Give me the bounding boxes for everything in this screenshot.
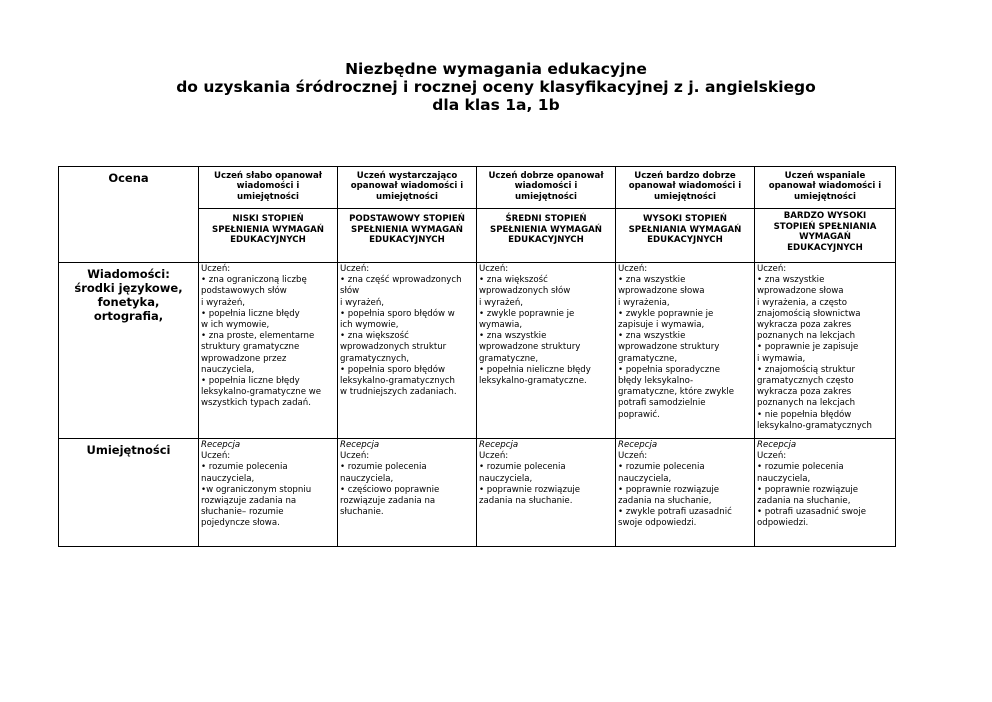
title-line: Niezbędne wymagania edukacyjne	[345, 60, 647, 78]
cell-line: • nie popełnia błędów	[757, 409, 852, 420]
cell-line: wprowadzone słowa	[757, 286, 844, 297]
cell-line: • potrafi uzasadnić swoje	[757, 507, 866, 518]
grade-header-cell: Uczeń słabo opanował wiadomości i umiejętności	[199, 167, 338, 209]
cell-line: i wyrażenia,	[618, 297, 670, 308]
cell-line: • rozumie polecenia	[757, 462, 844, 473]
cell-line: • rozumie polecenia	[479, 462, 566, 473]
cell-line: zapisuje i wymawia,	[618, 320, 705, 331]
grade-header-cell: Uczeń bardzo dobrze opanował wiadomości i umiejętności	[616, 167, 755, 209]
cell-line: poznanych na lekcjach	[757, 398, 856, 409]
cell-line: Uczeń:	[340, 451, 370, 462]
cell-line: Recepcja	[618, 440, 658, 450]
cell-line: Uczeń:	[201, 264, 231, 274]
cell-line: • zna większość	[340, 331, 409, 342]
cell-line: • poprawnie rozwiązuje	[757, 484, 859, 495]
level-header-cell: BARDZO WYSOKI STOPIEŃ SPEŁNIANIA WYMAGAŃ EDUKACYJNYCH	[755, 209, 896, 263]
skills-cell	[755, 439, 896, 547]
skills-row	[59, 439, 896, 547]
cell-line: gramatycznych,	[340, 353, 410, 364]
cell-line: nauczyciela,	[201, 473, 255, 484]
cell-line: struktury gramatyczne	[201, 342, 300, 353]
cell-line: słów	[340, 286, 360, 297]
cell-line: • popełnia sporo błędów	[340, 364, 445, 375]
knowledge-row	[59, 263, 896, 439]
cell-line: wprowadzonych struktur	[340, 342, 447, 353]
level-header-cell: WYSOKI STOPIEŃ SPEŁNIANIA WYMAGAŃ EDUKACYJNYCH	[616, 209, 755, 263]
cell-line: • zna wszystkie	[618, 275, 686, 286]
cell-line: •w ograniczonym stopniu	[201, 484, 312, 495]
cell-line: • poprawnie je zapisuje	[757, 342, 859, 353]
cell-line: • popełnia liczne błędy	[201, 376, 300, 387]
requirements-table	[58, 166, 896, 547]
cell-line: leksykalno-gramatyczne we	[201, 387, 322, 398]
cell-line: w ich wymowie,	[201, 320, 270, 331]
skills-cell	[477, 439, 616, 547]
cell-line: wykracza poza zakres	[757, 320, 852, 331]
cell-line: • zwykle poprawnie je	[618, 308, 714, 319]
cell-line: wszystkich typach zadań.	[201, 398, 311, 409]
row-label-knowledge: Wiadomości: środki językowe, fonetyka, ortografia,	[59, 263, 199, 439]
cell-line: i wyrażeń,	[340, 297, 385, 308]
cell-line: gramatyczne,	[618, 353, 678, 364]
knowledge-cell	[199, 263, 338, 439]
knowledge-cell	[338, 263, 477, 439]
cell-line: • zna ograniczoną liczbę	[201, 275, 307, 286]
cell-line: wprowadzone słowa	[618, 286, 705, 297]
cell-line: • poprawnie rozwiązuje	[479, 484, 581, 495]
cell-line: • zwykle potrafi uzasadnić	[618, 507, 732, 518]
cell-line: odpowiedzi.	[757, 518, 809, 529]
cell-line: Uczeń:	[757, 264, 787, 274]
cell-line: • rozumie polecenia	[201, 462, 288, 473]
cell-line: wymawia,	[479, 320, 523, 331]
cell-line: rozwiązuje zadania na	[201, 496, 297, 507]
cell-line: Uczeń:	[340, 264, 370, 274]
cell-line: leksykalno-gramatyczne.	[479, 376, 587, 387]
cell-line: nauczyciela,	[340, 473, 394, 484]
cell-line: i wyrażeń,	[201, 297, 246, 308]
knowledge-cell	[755, 263, 896, 439]
cell-line: wprowadzone przez	[201, 353, 287, 364]
cell-line: podstawowych słów	[201, 286, 287, 297]
grade-header-cell: Uczeń dobrze opanował wiadomości i umiejętności	[477, 167, 616, 209]
cell-line: • rozumie polecenia	[340, 462, 427, 473]
cell-line: nauczyciela,	[757, 473, 811, 484]
cell-line: słuchanie– rozumie	[201, 507, 284, 518]
cell-line: wprowadzone struktury	[618, 342, 720, 353]
cell-line: • rozumie polecenia	[618, 462, 705, 473]
cell-line: wprowadzone struktury	[479, 342, 581, 353]
cell-line: poprawić.	[618, 409, 660, 420]
grade-header-cell: Uczeń wspaniale opanował wiadomości i umiejętności	[755, 167, 896, 209]
cell-line: rozwiązuje zadania na	[340, 496, 436, 507]
cell-line: ich wymowie,	[340, 320, 399, 331]
cell-line: nauczyciela,	[479, 473, 533, 484]
level-header-cell: PODSTAWOWY STOPIEŃ SPEŁNIENIA WYMAGAŃ EDUKACYJNYCH	[338, 209, 477, 263]
cell-line: i wymawia,	[757, 353, 806, 364]
cell-line: Recepcja	[340, 440, 380, 450]
cell-line: • zna wszystkie	[757, 275, 825, 286]
cell-line: • popełnia sporadyczne	[618, 364, 721, 375]
level-header-cell: ŚREDNI STOPIEŃ SPEŁNIENIA WYMAGAŃ EDUKACYJNYCH	[477, 209, 616, 263]
cell-line: Uczeń:	[201, 451, 231, 462]
cell-line: Recepcja	[201, 440, 241, 450]
grade-header-cell: Uczeń wystarczająco opanował wiadomości i umiejętności	[338, 167, 477, 209]
cell-line: zadania na słuchanie,	[757, 496, 851, 507]
cell-line: i wyrażeń,	[479, 297, 524, 308]
cell-line: gramatycznych często	[757, 376, 854, 387]
knowledge-cell	[477, 263, 616, 439]
cell-line: • zna proste, elementarne	[201, 331, 315, 342]
cell-line: Recepcja	[479, 440, 519, 450]
cell-line: • znajomością struktur	[757, 364, 856, 375]
cell-line: leksykalno-gramatycznych	[757, 420, 872, 431]
cell-line: Uczeń:	[618, 451, 648, 462]
title-line: dla klas 1a, 1b	[432, 96, 560, 114]
cell-line: nauczyciela,	[618, 473, 672, 484]
cell-line: swoje odpowiedzi.	[618, 518, 697, 529]
cell-line: wykracza poza zakres	[757, 387, 852, 398]
cell-line: leksykalno-gramatycznych	[340, 376, 455, 387]
cell-line: • częściowo poprawnie	[340, 484, 440, 495]
cell-line: • poprawnie rozwiązuje	[618, 484, 720, 495]
cell-line: potrafi samodzielnie	[618, 398, 706, 409]
cell-line: • zna część wprowadzonych	[340, 275, 462, 286]
cell-line: błędy leksykalno-	[618, 376, 694, 387]
cell-line: zadania na słuchanie.	[479, 496, 573, 507]
cell-line: Recepcja	[757, 440, 797, 450]
cell-line: • popełnia sporo błędów w	[340, 308, 455, 319]
document-title	[0, 60, 992, 114]
title-line: do uzyskania śródrocznej i rocznej oceny klasyfikacyjnej z j. angielskiego	[176, 78, 816, 96]
cell-line: gramatyczne,	[479, 353, 539, 364]
cell-line: Uczeń:	[618, 264, 648, 274]
cell-line: • zwykle poprawnie je	[479, 308, 575, 319]
cell-line: • zna wszystkie	[479, 331, 547, 342]
cell-line: słuchanie.	[340, 507, 384, 518]
cell-line: Uczeń:	[479, 264, 509, 274]
cell-line: zadania na słuchanie,	[618, 496, 712, 507]
cell-line: Uczeń:	[757, 451, 787, 462]
cell-line: w trudniejszych zadaniach.	[340, 387, 457, 398]
grade-header-row	[59, 167, 896, 209]
cell-line: • popełnia nieliczne błędy	[479, 364, 591, 375]
cell-line: i wyrażenia, a często	[757, 297, 848, 308]
row-label-skills: Umiejętności	[59, 439, 199, 547]
knowledge-cell	[616, 263, 755, 439]
cell-line: znajomością słownictwa	[757, 308, 861, 319]
cell-line: pojedyncze słowa.	[201, 518, 280, 529]
cell-line: Uczeń:	[479, 451, 509, 462]
cell-line: gramatyczne, które zwykle	[618, 387, 735, 398]
cell-line: • zna większość	[479, 275, 548, 286]
cell-line: • zna wszystkie	[618, 331, 686, 342]
skills-cell	[338, 439, 477, 547]
level-header-cell: NISKI STOPIEŃ SPEŁNIENIA WYMAGAŃ EDUKACYJNYCH	[199, 209, 338, 263]
cell-line: wprowadzonych słów	[479, 286, 571, 297]
corner-header: Ocena	[59, 167, 199, 263]
skills-cell	[616, 439, 755, 547]
cell-line: • popełnia liczne błędy	[201, 308, 300, 319]
cell-line: poznanych na lekcjach	[757, 331, 856, 342]
skills-cell	[199, 439, 338, 547]
cell-line: nauczyciela,	[201, 364, 255, 375]
